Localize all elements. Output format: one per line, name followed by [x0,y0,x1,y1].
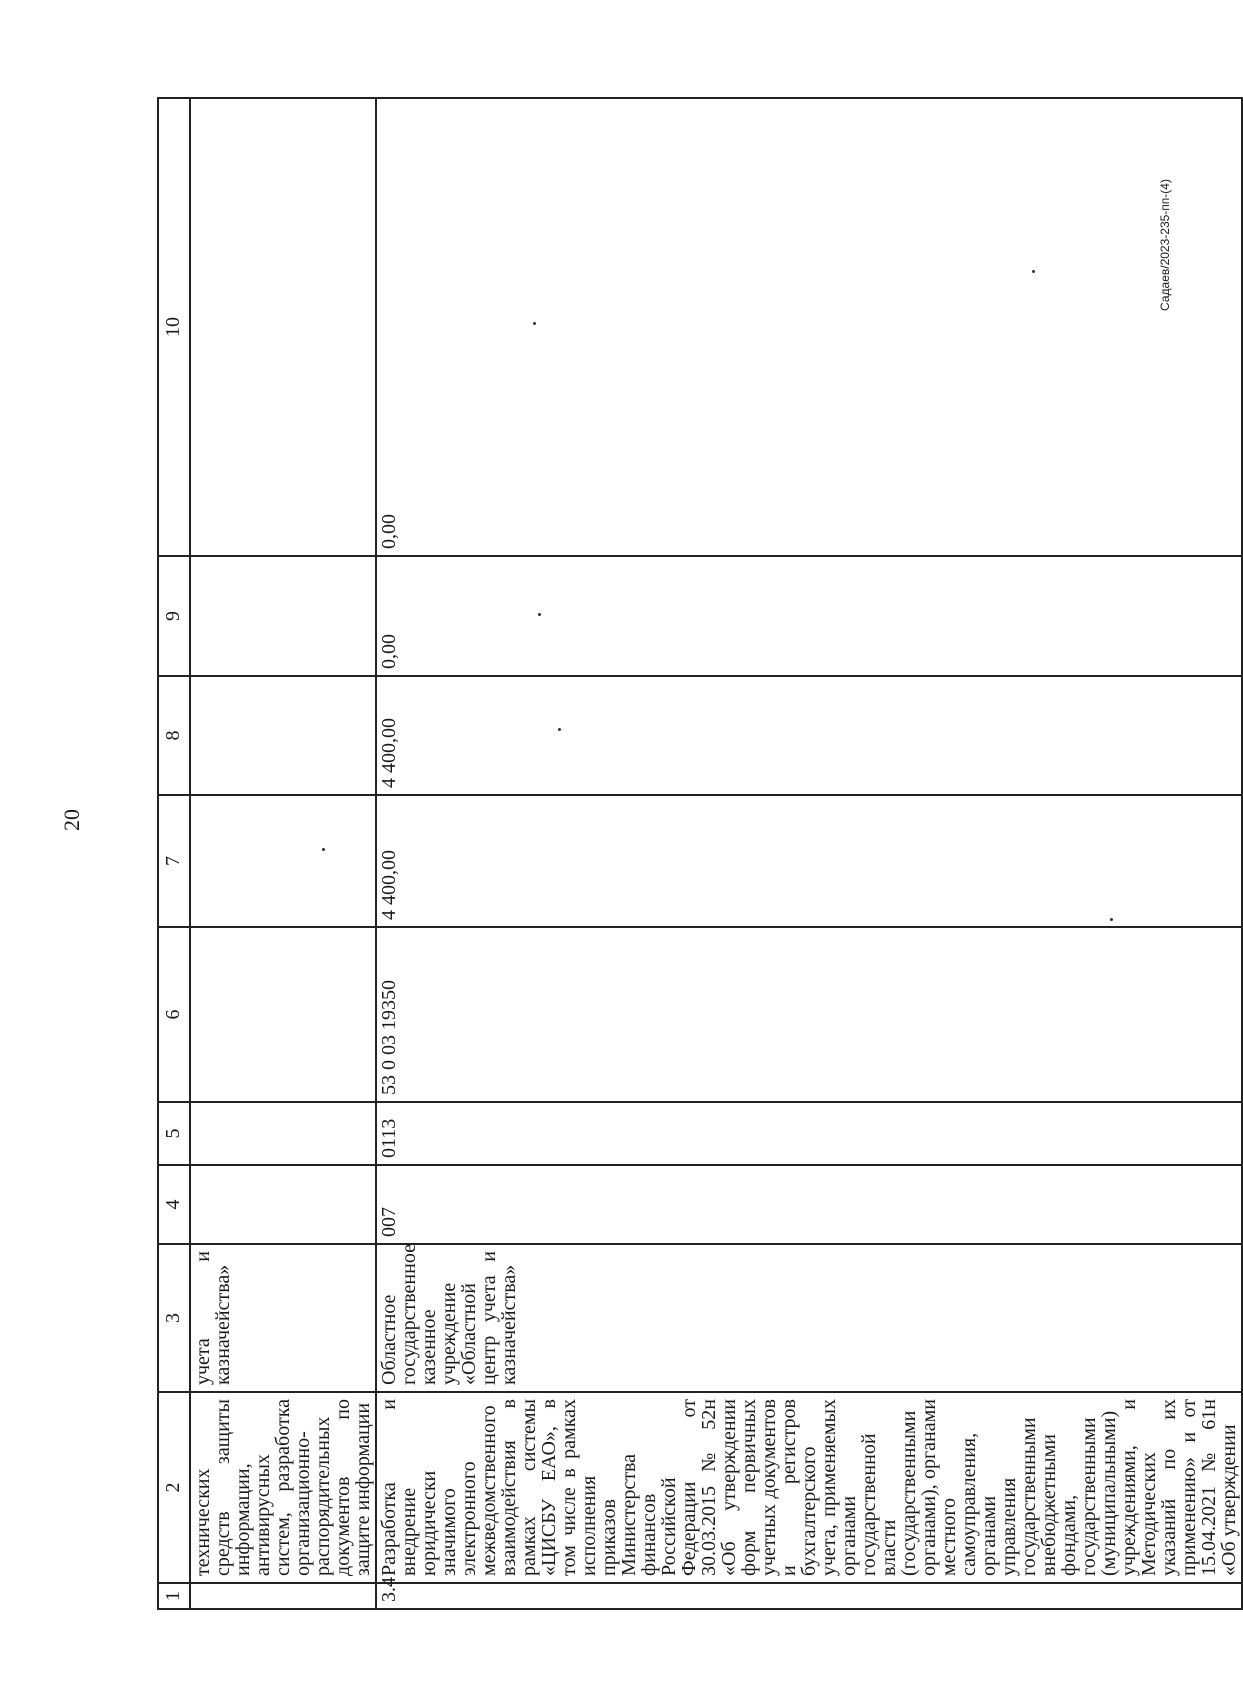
executor-cell: Областное государственное казенное учреждение «Областной центр учета и казначейства» [376,1244,1242,1392]
total-amount-cell [190,795,376,927]
amount-col9-cell [190,556,376,676]
activity-description-cell: Разработка и внедрение юридически значимого электронного межведомственного взаимодействия в рамках системы «ЦИСБУ ЕАО», в том числе в рамках исполнения приказов Министерства финансов Российской Федерации от 30.03.2015 № 52н «Об утверждении форм первичных учетных документов и регистров бухгалтерского учета, применяемых органами государственной власти (государственными органами), органами местного самоуправления, органами управления государственными внебюджетными фондами, государственными (муниципальными) учреждениями, и Методических указаний по их применению» и от 15.04.2021 № 61н «Об утверждении [376,1392,1242,1583]
scan-speck [538,613,541,616]
total-amount-cell: 4 400,00 [376,795,1242,927]
row-number-cell: 3.4 [376,1583,1242,1609]
page-number: 20 [59,809,84,831]
admin-code-cell: 007 [376,1165,1242,1244]
scan-speck [1032,270,1035,273]
header-cell-7: 7 [158,795,190,927]
document-code: Садаев/2023-235-пп-(4) [1158,179,1172,311]
scan-speck [322,848,325,851]
target-article-cell [190,927,376,1102]
header-cell-4: 4 [158,1165,190,1244]
scan-speck [533,322,536,325]
header-cell-6: 6 [158,927,190,1102]
scan-speck [1110,918,1113,921]
header-cell-10: 10 [158,98,190,556]
header-cell-9: 9 [158,556,190,676]
table-header-row [158,98,190,1609]
header-cell-5: 5 [158,1102,190,1165]
header-cell-8: 8 [158,676,190,795]
row-number-cell [190,1583,376,1609]
target-article-cell: 53 0 03 19350 [376,927,1242,1102]
amount-col9-cell: 0,00 [376,556,1242,676]
amount-col10-cell [190,98,376,556]
executor-cell: учета и казначейства» [190,1244,376,1392]
header-cell-2: 2 [158,1392,190,1583]
amount-col8-cell [190,676,376,795]
header-cell-3: 3 [158,1244,190,1392]
amount-col10-cell: 0,00 [376,98,1242,556]
section-code-cell [190,1102,376,1165]
header-cell-1: 1 [158,1583,190,1609]
table-row-continuation [190,98,376,1609]
table-row-3-4 [376,98,1242,1609]
scan-speck [558,728,561,731]
admin-code-cell [190,1165,376,1244]
amount-col8-cell: 4 400,00 [376,676,1242,795]
section-code-cell: 0113 [376,1102,1242,1165]
activity-description-cell: технических средств защиты информации, антивирусных систем, разработка организационно-распорядительных документов по защите информации [190,1392,376,1583]
budget-table [157,97,1243,1610]
